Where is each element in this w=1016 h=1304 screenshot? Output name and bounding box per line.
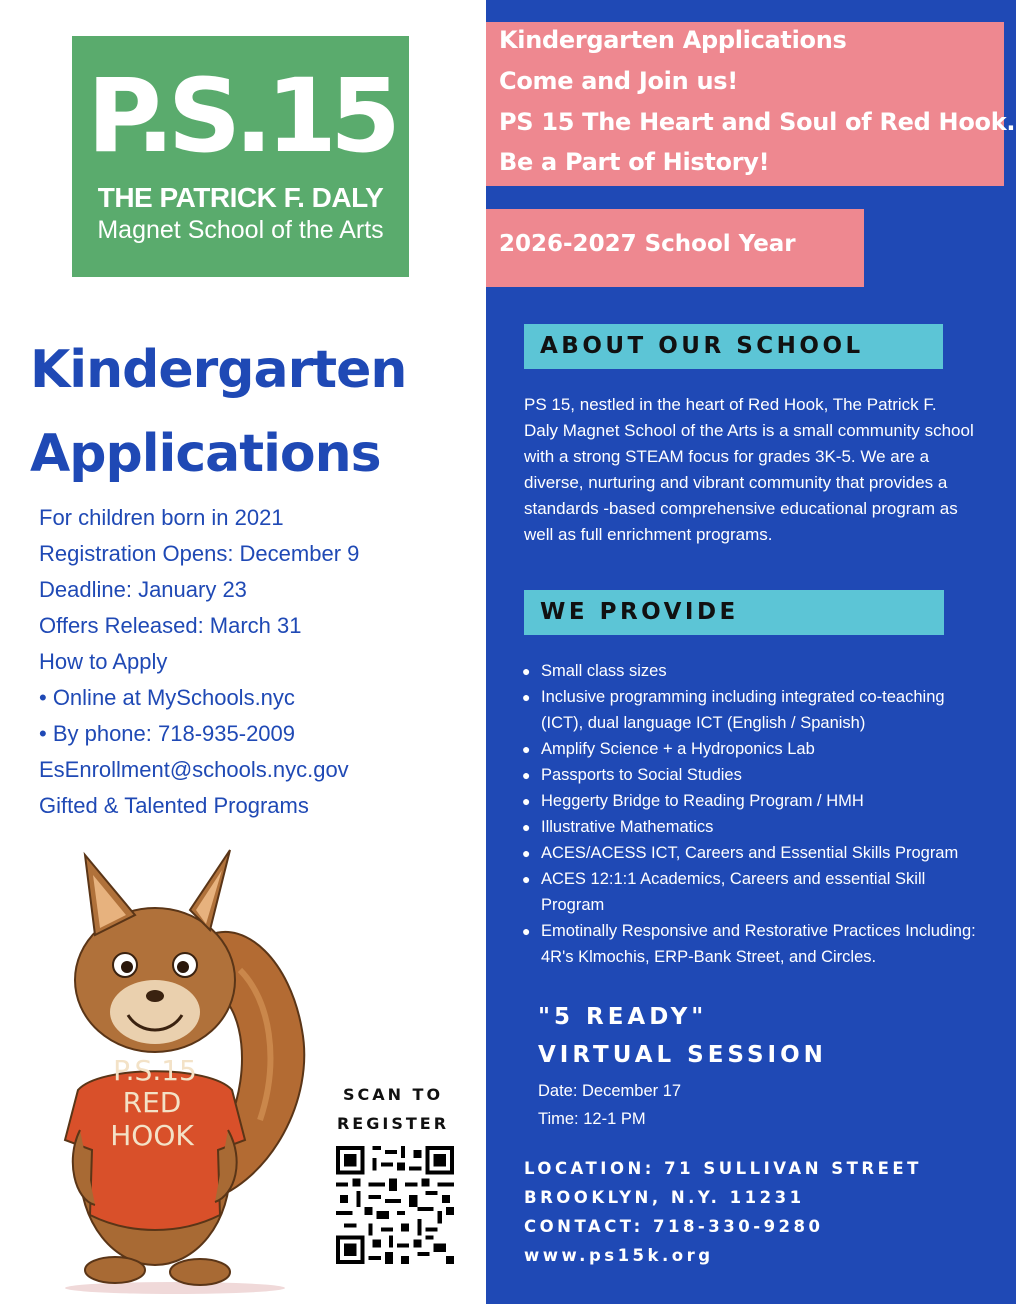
school-logo [72,36,409,277]
provide-item-text: Emotinally Responsive and Restorative Practices Including: 4R's Klmochis, ERP-Bank Street, and Circles. [541,922,976,966]
list-item [520,918,990,970]
announcement-banner [486,22,1016,186]
list-item [520,658,990,684]
page-title [30,328,480,496]
list-item [520,684,990,736]
banner-line-4: Be a Part of History! [499,148,770,176]
shirt-text-2: RED [122,1086,182,1119]
banner-line-2: Come and Join us! [499,67,738,95]
info-offers-released: Offers Released: March 31 [39,613,302,638]
banner-line-3: PS 15 The Heart and Soul of Red Hook. [499,108,1016,136]
info-gifted-talented: Gifted & Talented Programs [39,793,309,818]
website-link[interactable]: www.ps15k.org [524,1246,714,1265]
session-title-1: "5 READY" [538,1004,708,1030]
provide-list [520,658,990,970]
session-date: Date: December 17 [538,1082,682,1100]
scan-line-1: SCAN TO [342,1085,444,1104]
provide-item-text: Small class sizes [541,662,667,680]
title-line-2: Applications [30,424,381,484]
bullet-icon: ● [522,689,531,705]
info-registration-opens: Registration Opens: December 9 [39,541,360,566]
contact-phone: CONTACT: 718-330-9280 [524,1217,824,1236]
school-year-text: 2026-2027 School Year [499,231,796,257]
session-details [538,1077,681,1133]
provide-item-text: ACES/ACESS ICT, Careers and Essential Skills Program [541,844,959,862]
provide-item-text: Heggerty Bridge to Reading Program / HMH [541,792,864,810]
logo-line-2: Magnet School of the Arts [97,216,384,244]
scan-line-2: REGISTER [336,1114,450,1133]
bullet-icon: ● [522,663,531,679]
list-item [520,840,990,866]
shirt-text-1: P.S.15 [113,1054,197,1087]
logo-line-1: THE PATRICK F. DALY [97,182,384,213]
info-deadline: Deadline: January 23 [39,577,247,602]
application-info-list [39,500,479,824]
bullet-icon: ● [522,871,531,887]
about-text [524,392,974,548]
list-item [520,762,990,788]
about-paragraph-2: We are a diverse, nurturing and vibrant community that provides a standards -based comprehensive educational program as well as full enrichment programs. [524,447,958,544]
list-item [520,788,990,814]
bullet-icon: ● [522,793,531,809]
info-phone: • By phone: 718-935-2009 [39,721,296,746]
title-line-1: Kindergarten [30,340,407,400]
bullet-icon: ● [522,845,531,861]
shirt-text-3: HOOK [110,1119,194,1152]
contact-location: LOCATION: 71 SULLIVAN STREET [524,1159,922,1178]
provide-item-text: Inclusive programming including integrated co-teaching (ICT), dual language ICT (English / Spanish) [541,688,945,732]
about-paragraph-1: PS 15, nestled in the heart of Red Hook, The Patrick F. Daly Magnet School of the Arts is a small community school with a strong STEAM focus for grades 3K-5. [524,395,974,466]
list-item [520,866,990,918]
session-time: Time: 12-1 PM [538,1110,646,1128]
bullet-icon: ● [522,819,531,835]
contact-block [524,1154,922,1270]
provide-item-text: Illustrative Mathematics [541,818,714,836]
session-title-2: VIRTUAL SESSION [538,1042,827,1068]
list-item [520,736,990,762]
info-email-link[interactable]: EsEnrollment@schools.nyc.gov [39,757,349,782]
squirrel-mascot [40,840,320,1295]
logo-school-name: P.S.15 [87,57,394,176]
banner-line-1: Kindergarten Applications [499,26,847,54]
info-born: For children born in 2021 [39,505,284,530]
bullet-icon: ● [522,767,531,783]
bullet-icon: ● [522,741,531,757]
info-how-to-apply: How to Apply [39,649,168,674]
list-item [520,814,990,840]
provide-item-text: Passports to Social Studies [541,766,742,784]
about-heading: ABOUT OUR SCHOOL [524,324,943,369]
info-online-link[interactable]: • Online at MySchools.nyc [39,685,295,710]
provide-item-text: ACES 12:1:1 Academics, Careers and essential Skill Program [541,870,926,914]
bullet-icon: ● [522,923,531,939]
virtual-session-heading [538,998,827,1074]
registration-qr-code[interactable] [336,1146,454,1264]
scan-to-register-label [330,1080,456,1138]
provide-heading: WE PROVIDE [524,590,944,635]
provide-item-text: Amplify Science + a Hydroponics Lab [541,740,815,758]
contact-city: BROOKLYN, N.Y. 11231 [524,1188,805,1207]
school-year-banner [486,209,864,287]
